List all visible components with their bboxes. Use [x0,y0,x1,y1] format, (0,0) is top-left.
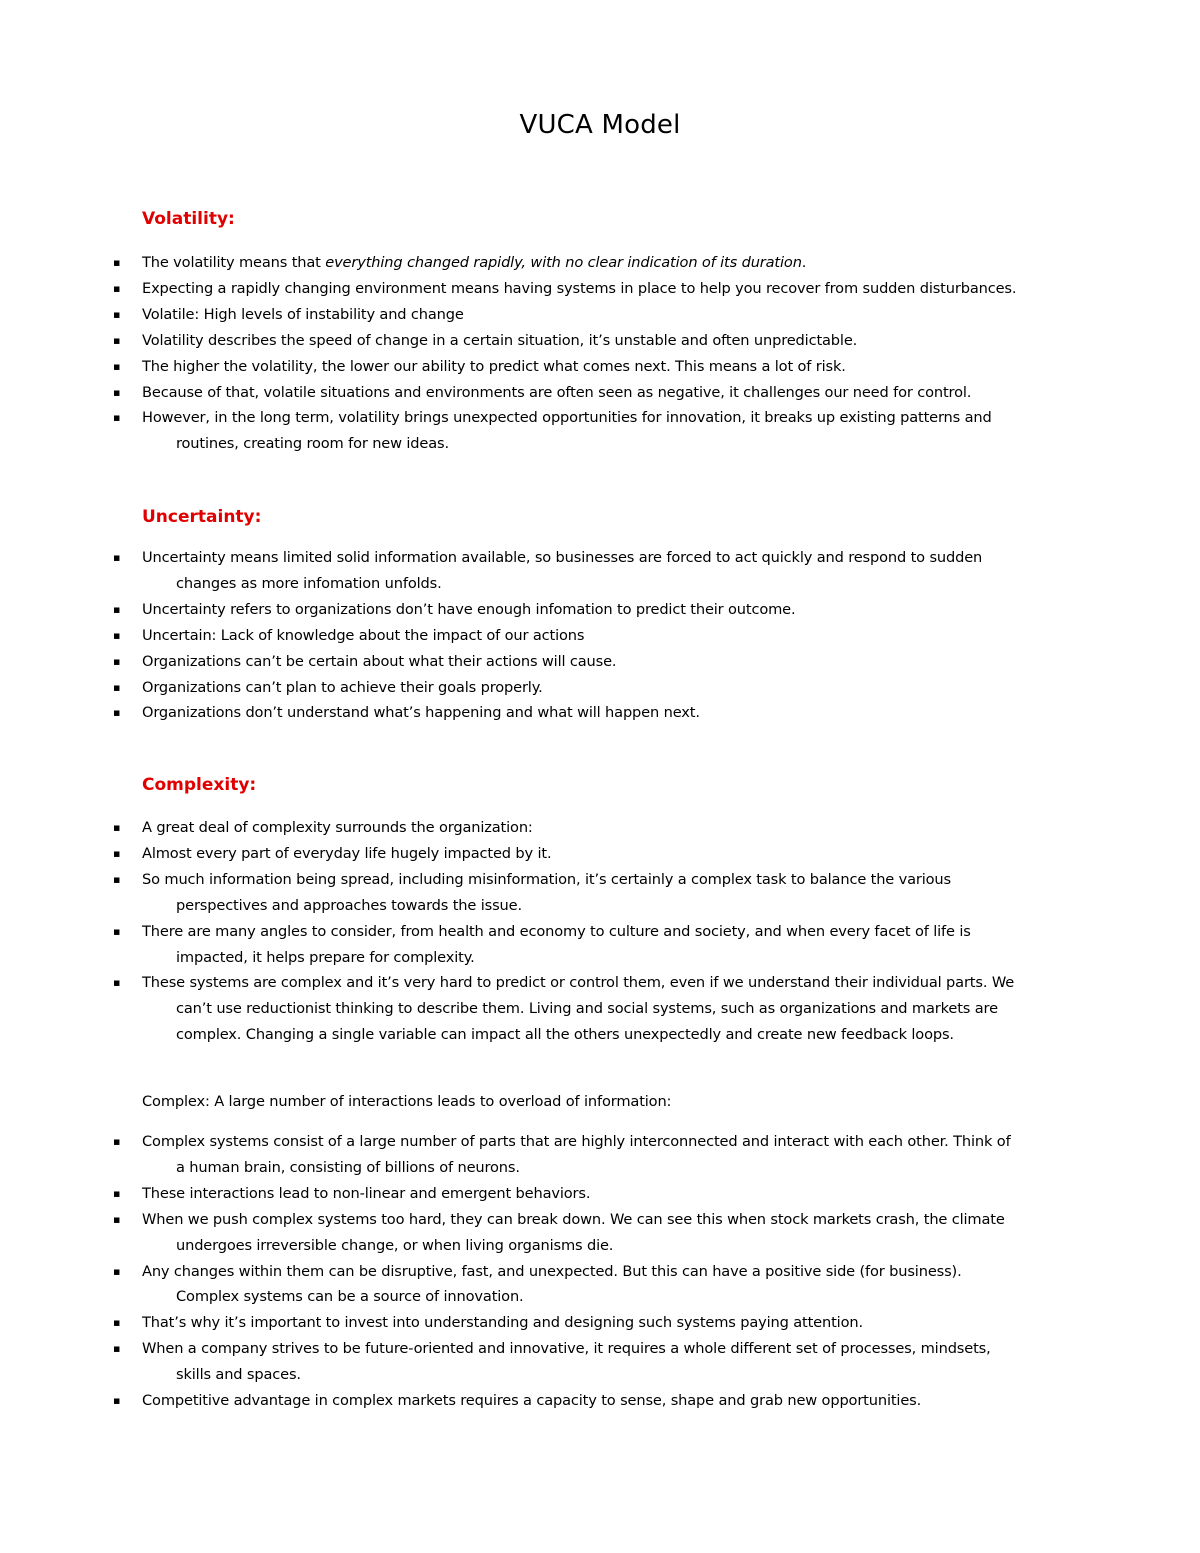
complex-bullet-text: That’s why it’s important to invest into understanding and designing such systems paying attention. [142,1314,863,1332]
complex-bullet-text: a human brain, consisting of billions of neurons. [176,1158,520,1176]
bullet-marker: ▪ [113,256,121,269]
volatility-bullet-text: The higher the volatility, the lower our ability to predict what comes next. This means a lot of risk. [142,357,846,375]
volatility-bullet-text: Volatility describes the speed of change in a certain situation, it’s unstable and often unpredictable. [142,331,858,349]
uncertainty-heading: Uncertainty: [142,507,262,527]
text-run: The volatility means that [142,254,326,271]
uncertainty-bullet-text: Organizations can’t plan to achieve their goals properly. [142,678,543,696]
bullet-marker: ▪ [113,385,121,399]
volatility-bullet-text: Because of that, volatile situations and environments are often seen as negative, it challenges our need for control. [142,383,972,401]
bullet-marker: ▪ [113,359,121,373]
uncertainty-bullet-text: Uncertainty means limited solid information available, so businesses are forced to act quickly and respond to sudden [142,549,983,566]
uncertainty-bullet-text: Uncertainty refers to organizations don’t have enough infomation to predict their outcome. [142,600,796,618]
bullet-marker: ▪ [113,1186,121,1200]
complex-subheading: Complex: A large number of interactions leads to overload of information: [142,1093,672,1110]
volatility-bullet-text: However, in the long term, volatility brings unexpected opportunities for innovation, it breaks up existing patterns and [142,409,992,427]
bullet-marker: ▪ [113,821,121,834]
text-run: . [801,254,807,271]
uncertainty-bullet-text: Uncertain: Lack of knowledge about the impact of our actions [142,626,585,644]
uncertainty-bullet-text: Organizations don’t understand what’s happening and what will happen next. [142,704,700,722]
volatility-bullet-text: routines, creating room for new ideas. [176,435,449,453]
complexity-bullet-text: There are many angles to consider, from health and economy to culture and society, and when every facet of life is [142,922,971,940]
bullet-marker: ▪ [113,924,121,938]
complexity-bullet-text: These systems are complex and it’s very hard to predict or control them, even if we understand their individual parts. We [142,974,1015,992]
bullet-marker: ▪ [113,1394,121,1407]
complexity-bullet-text: impacted, it helps prepare for complexity. [176,948,475,966]
bullet-marker: ▪ [113,551,121,564]
uncertainty-bullet-text: changes as more infomation unfolds. [176,574,442,592]
complex-bullet-text: Competitive advantage in complex markets requires a capacity to sense, shape and grab new opportunities. [142,1392,922,1409]
bullet-marker: ▪ [113,1135,121,1148]
complex-bullet-text: undergoes irreversible change, or when living organisms die. [176,1236,614,1254]
complexity-heading: Complexity: [142,775,257,795]
complex-bullet-text: When a company strives to be future-oriented and innovative, it requires a whole different set of processes, mindsets, [142,1340,991,1358]
complex-bullet-text: Complex systems can be a source of innovation. [176,1288,524,1306]
bullet-marker: ▪ [113,976,121,990]
bullet-marker: ▪ [113,680,121,694]
document-title: VUCA Model [519,110,681,140]
complex-bullet-text: Complex systems consist of a large number of parts that are highly interconnected and interact with each other. Think of [142,1133,1011,1150]
bullet-marker: ▪ [113,333,121,347]
volatility-heading: Volatility: [142,209,235,229]
complexity-bullet-text: So much information being spread, including misinformation, it’s certainly a complex task to balance the various [142,870,951,888]
bullet-marker: ▪ [113,1316,121,1330]
complex-bullet-text: skills and spaces. [176,1366,301,1384]
bullet-marker: ▪ [113,411,121,425]
complexity-bullet-text: complex. Changing a single variable can impact all the others unexpectedly and create new feedback loops. [176,1026,954,1044]
bullet-marker: ▪ [113,281,121,295]
complexity-bullet-text: Almost every part of everyday life hugely impacted by it. [142,844,552,862]
volatility-bullet-text [142,251,806,275]
bullet-marker: ▪ [113,654,121,668]
complex-bullet-text: These interactions lead to non-linear and emergent behaviors. [142,1184,591,1202]
bullet-marker: ▪ [113,1342,121,1356]
bullet-marker: ▪ [113,1212,121,1226]
bullet-marker: ▪ [113,1264,121,1278]
bullet-marker: ▪ [113,706,121,720]
italic-text-run: everything changed rapidly, with no clear indication of its duration [325,254,802,271]
bullet-marker: ▪ [113,846,121,860]
complex-bullet-text: When we push complex systems too hard, they can break down. We can see this when stock markets crash, the climate [142,1210,1005,1228]
bullet-marker: ▪ [113,872,121,886]
complexity-bullet-text: A great deal of complexity surrounds the organization: [142,819,533,836]
volatility-bullet-text: Volatile: High levels of instability and change [142,305,464,323]
bullet-marker: ▪ [113,307,121,321]
complex-bullet-text: Any changes within them can be disruptive, fast, and unexpected. But this can have a positive side (for business). [142,1262,962,1280]
uncertainty-bullet-text: Organizations can’t be certain about what their actions will cause. [142,652,617,670]
bullet-marker: ▪ [113,602,121,616]
complexity-bullet-text: perspectives and approaches towards the issue. [176,896,522,914]
complexity-bullet-text: can’t use reductionist thinking to describe them. Living and social systems, such as organizations and markets are [176,1000,998,1018]
bullet-marker: ▪ [113,628,121,642]
volatility-bullet-text: Expecting a rapidly changing environment means having systems in place to help you recover from sudden disturbances. [142,279,1017,297]
